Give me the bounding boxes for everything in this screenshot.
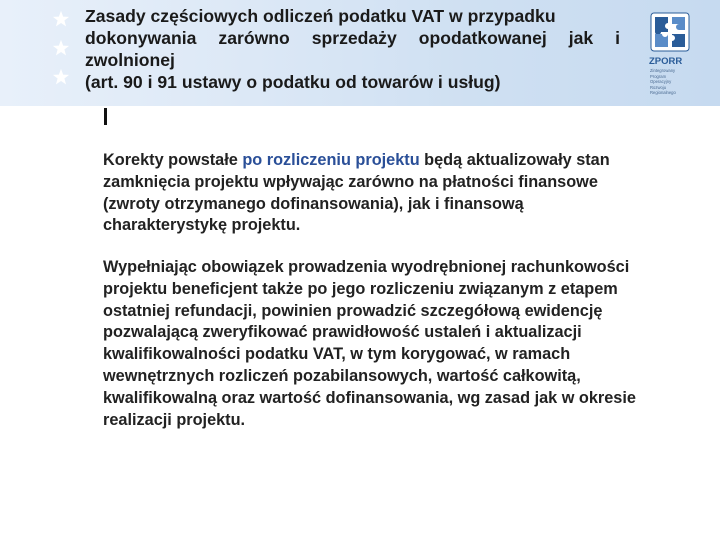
highlighted-phrase: po rozliczeniu projektu: [242, 151, 420, 169]
star-icon: [52, 68, 70, 86]
paragraph-line: realizacji projektu.: [103, 410, 246, 429]
text-run: Korekty powstałe: [103, 151, 243, 169]
paragraph-line: Wypełniając obowiązek prowadzenia wyodrębnionej rachunkowości: [103, 258, 630, 276]
star-icon: [52, 39, 70, 57]
paragraph-line: charakterystykę projektu.: [103, 216, 301, 235]
slide-title: [85, 5, 620, 93]
paragraph-line: ostatniej refundacji, powinien prowadzić szczegółową ewidencję: [103, 301, 603, 320]
text-run: będą aktualizowały stan: [419, 151, 610, 169]
logo-subtitle-line: Rozwoju: [650, 84, 667, 90]
zporr-logo: [644, 10, 700, 102]
paragraph-line: kwalifikowalną oraz wartość dofinansowania, wg zasad jak w okresie: [103, 388, 636, 407]
paragraph-line: (zwroty otrzymanego dofinansowania), jak i finansową: [103, 194, 524, 213]
paragraph-2: [103, 257, 695, 431]
title-line: dokonywania zarówno sprzedaży opodatkowanej jak i: [85, 28, 620, 48]
paragraph-line: projektu beneficjent także po jego rozliczeniu związanym z etapem: [103, 279, 618, 298]
title-line: zwolnionej: [85, 50, 175, 70]
paragraph-line: kwalifikowalności podatku VAT, w tym korygować, w ramach: [103, 345, 571, 364]
text-cursor-mark: [104, 108, 107, 125]
title-line: (art. 90 i 91 ustawy o podatku od towarów i usług): [85, 72, 501, 92]
logo-subtitle-line: Regionalnego: [650, 90, 676, 95]
paragraph-line: [103, 150, 695, 172]
logo-name: ZPORR: [649, 56, 683, 67]
logo-subtitle-line: Operacyjny: [650, 79, 672, 84]
logo-subtitle: [650, 68, 676, 96]
logo-subtitle-line: Program: [650, 73, 667, 79]
title-line: Zasady częściowych odliczeń podatku VAT w przypadku: [85, 6, 556, 26]
logo-subtitle-line: Zintegrowany: [650, 68, 676, 73]
paragraph-1: [103, 150, 695, 237]
paragraph-line: zamknięcia projektu wpływając zarówno na płatności finansowe: [103, 172, 598, 191]
paragraph-line: wewnętrznych rozliczeń pozabilansowych, wartość całkowitą,: [103, 366, 581, 385]
star-icon: [52, 10, 70, 28]
paragraph-line: pozwalającą zweryfikować prawidłowość ustaleń i aktualizacji: [103, 323, 582, 342]
zporr-puzzle-logo-icon: [650, 12, 690, 52]
